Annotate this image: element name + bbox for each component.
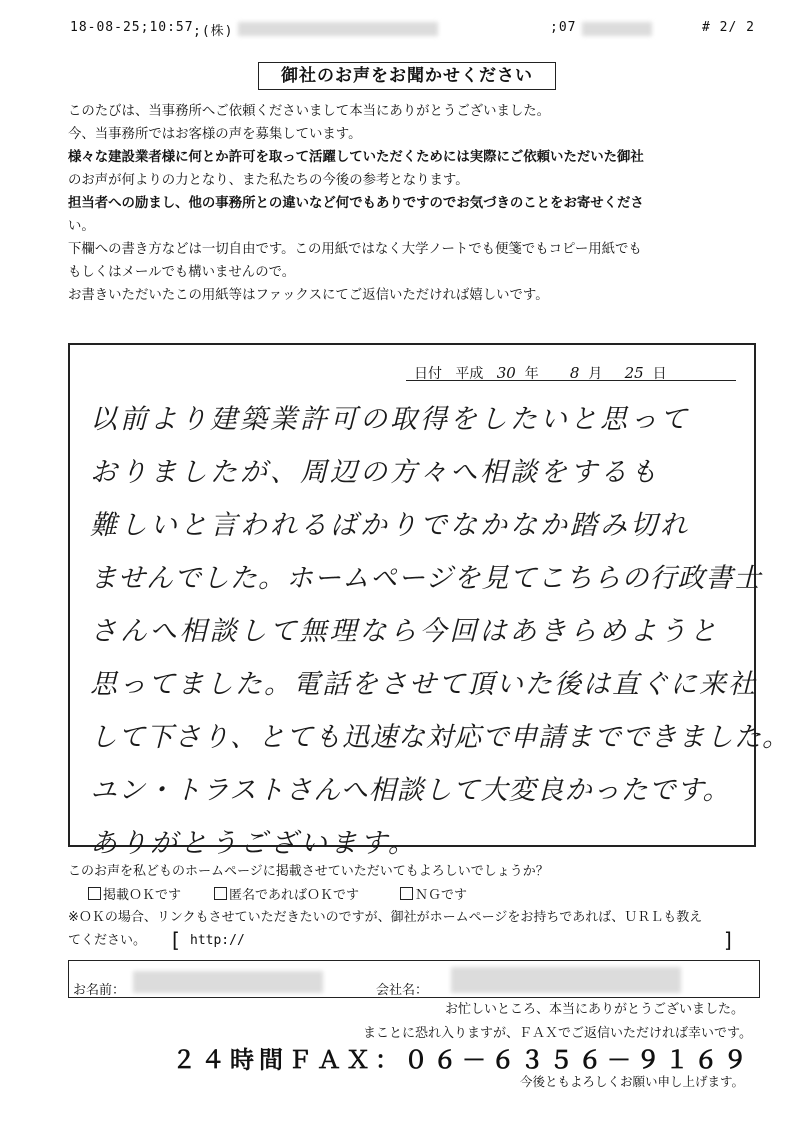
permission-question: このお声を私どものホームページに掲載させていただいてもよろしいでしょうか？ (68, 864, 549, 879)
intro-line: 担当者への励まし、他の事務所との違いなど何でもありですのでお気づきのことをお寄せくださ (68, 196, 644, 211)
link-note: ※ＯＫの場合、リンクもさせていただきたいのですが、御社がホームページをお持ちであれば、ＵＲＬも教え (68, 910, 703, 925)
date-underline (406, 380, 736, 381)
intro-line: 今、当事務所ではお客様の声を募集しています。 (68, 127, 362, 142)
fax-number: ２４時間ＦＡＸ：０６－６３５６－９１６９ (172, 1046, 752, 1074)
option-label: 匿名であればＯＫです (229, 888, 360, 903)
redacted-phone (582, 22, 652, 36)
date-month: 8 (569, 364, 580, 382)
intro-line: い。 (68, 219, 95, 234)
redacted-name (133, 971, 323, 993)
url-bracket-open: [ (172, 928, 180, 952)
date-era: 平成 (455, 366, 484, 382)
intro-line: このたびは、当事務所へご依頼くださいまして本当にありがとうございました。 (68, 104, 551, 119)
comment-box (68, 343, 790, 859)
intro-line: 下欄への書き方などは一切自由です。この用紙ではなく大学ノートでも便箋でもコピー用紙でも (68, 242, 642, 257)
closing-regards: 今後ともよろしくお願い申し上げます。 (519, 1074, 744, 1089)
fax-page-number: # 2/ 2 (702, 20, 755, 35)
intro-line: のお声が何よりの力となり、また私たちの今後の参考となります。 (68, 173, 469, 188)
handwritten-line: 思ってました。電話をさせて頂いた後は直ぐに来社 (90, 669, 757, 700)
name-label: お名前： (73, 983, 126, 998)
handwritten-comment (90, 393, 790, 870)
redacted-company (451, 967, 681, 993)
handwritten-line: さんへ相談して無理なら今回はあきらめようと (90, 616, 720, 647)
date-year-unit: 年 (524, 366, 539, 382)
date-year: 30 (496, 364, 516, 382)
option-anonymous-ok[interactable] (214, 884, 359, 903)
date-month-unit: 月 (588, 366, 603, 382)
handwritten-line: おりましたが、周辺の方々へ相談をするも (90, 457, 660, 488)
redacted-sender (238, 22, 438, 36)
option-publish-ok[interactable] (88, 884, 181, 903)
handwritten-line: ませんでした。ホームページを見てこちらの行政書士 (90, 563, 762, 594)
closing-fax-request: まことに恐れ入りますが、ＦＡＸでご返信いただければ幸いです。 (363, 1026, 752, 1041)
page-title: 御社のお声をお聞かせください (258, 62, 556, 90)
handwritten-line: 難しいと言われるばかりでなかなか踏み切れ (90, 510, 690, 541)
handwritten-line: 以前より建築業許可の取得をしたいと思って (90, 404, 690, 435)
checkbox-icon[interactable] (88, 887, 101, 900)
url-label: てください。 (68, 933, 147, 948)
date-day: 25 (624, 364, 644, 382)
option-label: ＮＧです (415, 888, 468, 903)
date-label: 日付 (414, 366, 442, 382)
handwritten-line: して下さり、とても迅速な対応で申請までできました。 (90, 722, 790, 753)
intro-line: お書きいただいたこの用紙等はファックスにてご返信いただければ嬉しいです。 (68, 288, 549, 303)
intro-text (68, 100, 768, 307)
fax-datetime: 18-08-25;10:57 (70, 20, 194, 35)
intro-line: もしくはメールでも構いませんので。 (68, 265, 296, 280)
fax-phone-prefix: ;07 (550, 20, 577, 35)
name-company-box (68, 960, 760, 998)
url-field[interactable]: http:// (190, 933, 245, 948)
checkbox-icon[interactable] (214, 887, 227, 900)
date-day-unit: 日 (652, 366, 667, 382)
closing-thanks: お忙しいところ、本当にありがとうございました。 (444, 1002, 744, 1017)
company-label: 会社名： (376, 983, 429, 998)
option-label: 掲載ＯＫです (103, 888, 182, 903)
url-bracket-close: ] (724, 928, 732, 952)
handwritten-line: ありがとうございます。 (90, 828, 418, 859)
fax-sender-prefix: ;(株) (193, 24, 234, 39)
intro-line: 様々な建設業者様に何とか許可を取って活躍していただくためには実際にご依頼いただいた御社 (68, 150, 644, 165)
option-ng[interactable] (400, 884, 467, 903)
handwritten-line: ユン・トラストさんへ相談して大変良かったです。 (90, 775, 731, 806)
checkbox-icon[interactable] (400, 887, 413, 900)
fax-header (70, 20, 770, 40)
